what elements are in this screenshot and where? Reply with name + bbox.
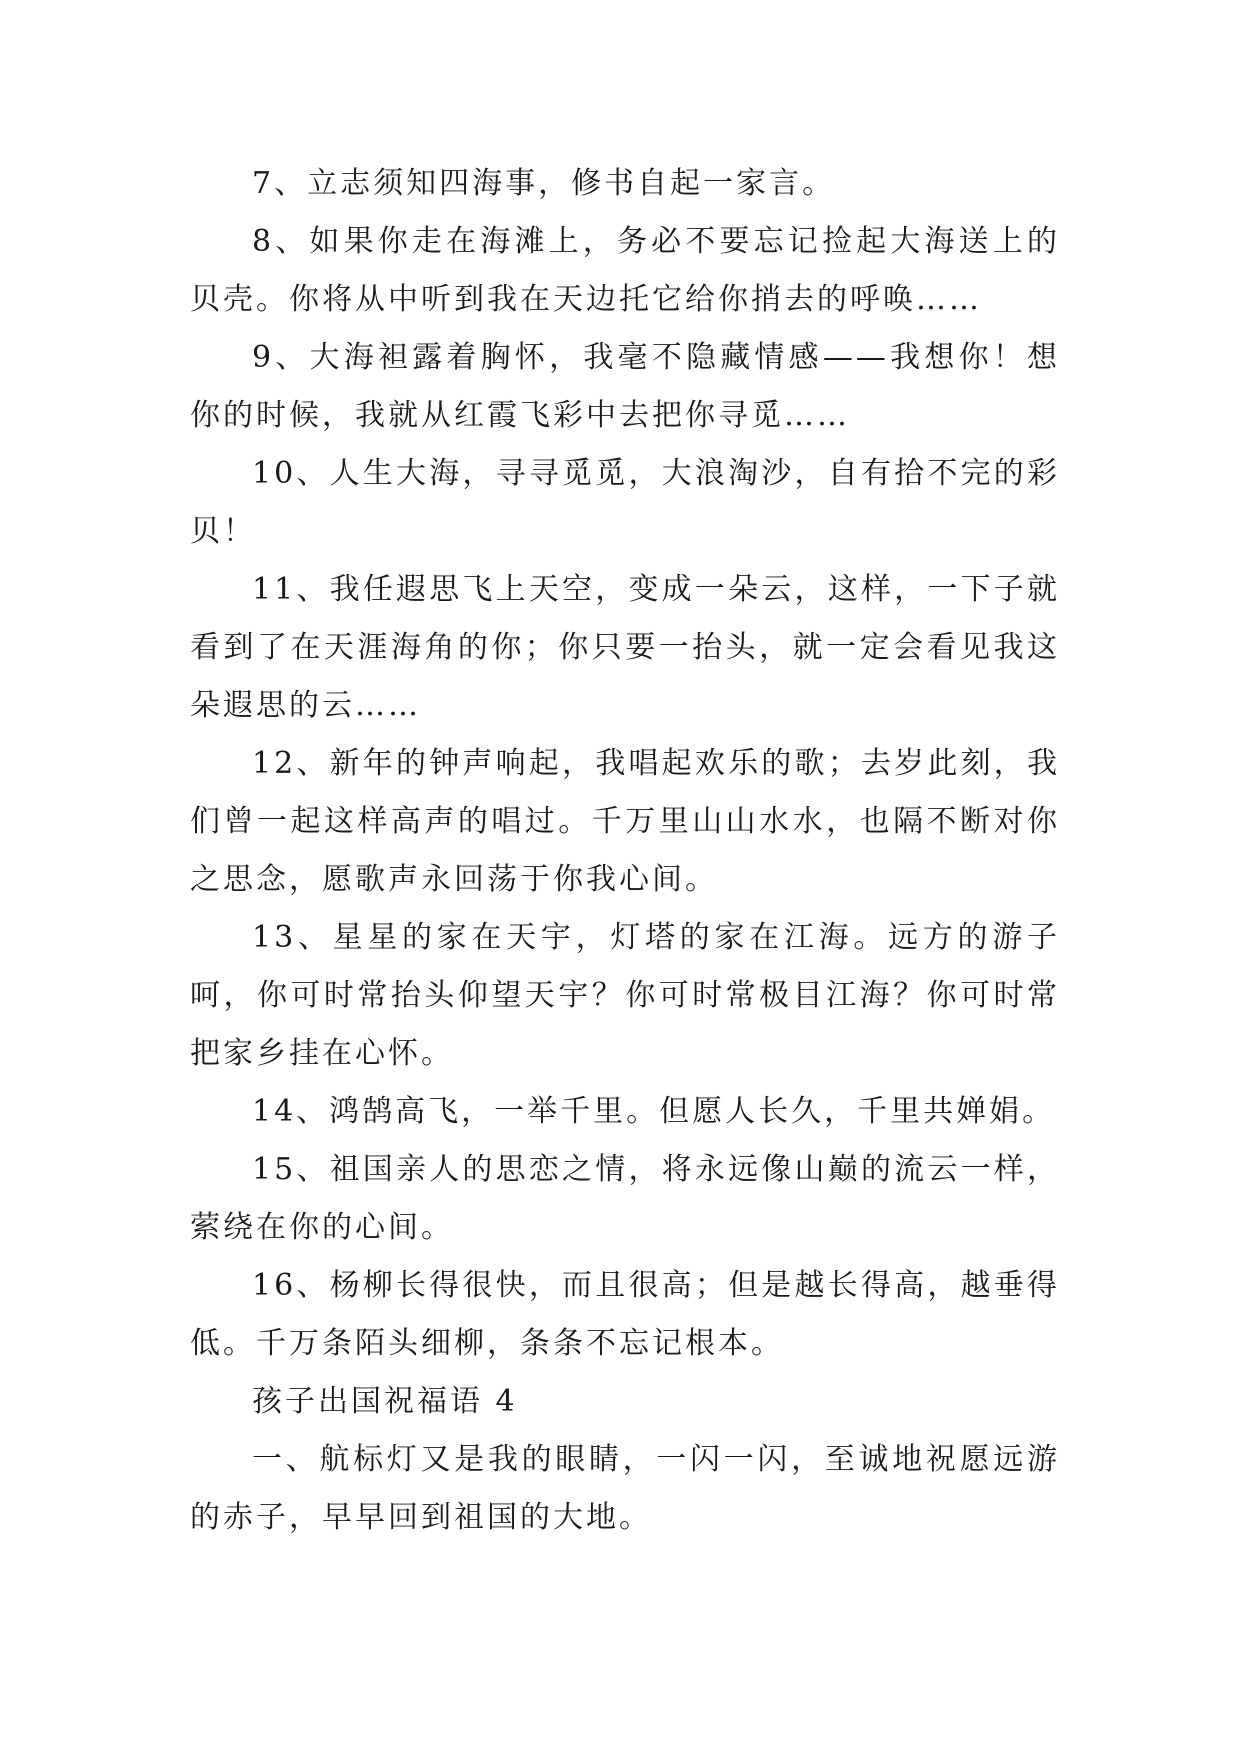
section-heading: 孩子出国祝福语 4 <box>252 1384 518 1419</box>
paragraph-11: 11、我任遐思飞上天空，变成一朵云，这样，一下子就看到了在天涯海角的你；你只要一抬头，就一定会看见我这朵遐思的云…… <box>190 572 1060 723</box>
paragraph-13: 13、星星的家在天宇，灯塔的家在江海。远方的游子呵，你可时常抬头仰望天宇？你可时常极目江海？你可时常把家乡挂在心怀。 <box>190 920 1060 1071</box>
paragraph-12: 12、新年的钟声响起，我唱起欢乐的歌；去岁此刻，我们曾一起这样高声的唱过。千万里山山水水，也隔不断对你之思念，愿歌声永回荡于你我心间。 <box>190 746 1060 897</box>
paragraph-10: 10、人生大海，寻寻觅觅，大浪淘沙，自有拾不完的彩贝！ <box>190 456 1060 549</box>
paragraph-7: 7、立志须知四海事，修书自起一家言。 <box>252 166 836 201</box>
paragraph-16: 16、杨柳长得很快，而且很高；但是越长得高，越垂得低。千万条陌头细柳，条条不忘记根本。 <box>190 1268 1060 1361</box>
paragraph-one: 一、航标灯又是我的眼睛，一闪一闪，至诚地祝愿远游的赤子，早早回到祖国的大地。 <box>190 1442 1060 1535</box>
paragraph-15: 15、祖国亲人的思恋之情，将永远像山巅的流云一样，萦绕在你的心间。 <box>190 1152 1060 1245</box>
paragraph-14: 14、鸿鹄高飞，一举千里。但愿人长久，千里共婵娟。 <box>252 1094 1056 1129</box>
paragraph-9: 9、大海袒露着胸怀，我毫不隐藏情感——我想你！想你的时候，我就从红霞飞彩中去把你寻觅…… <box>190 340 1060 433</box>
document-body <box>190 155 1060 1547</box>
paragraph-8: 8、如果你走在海滩上，务必不要忘记捡起大海送上的贝壳。你将从中听到我在天边托它给你捎去的呼唤…… <box>190 224 1060 317</box>
